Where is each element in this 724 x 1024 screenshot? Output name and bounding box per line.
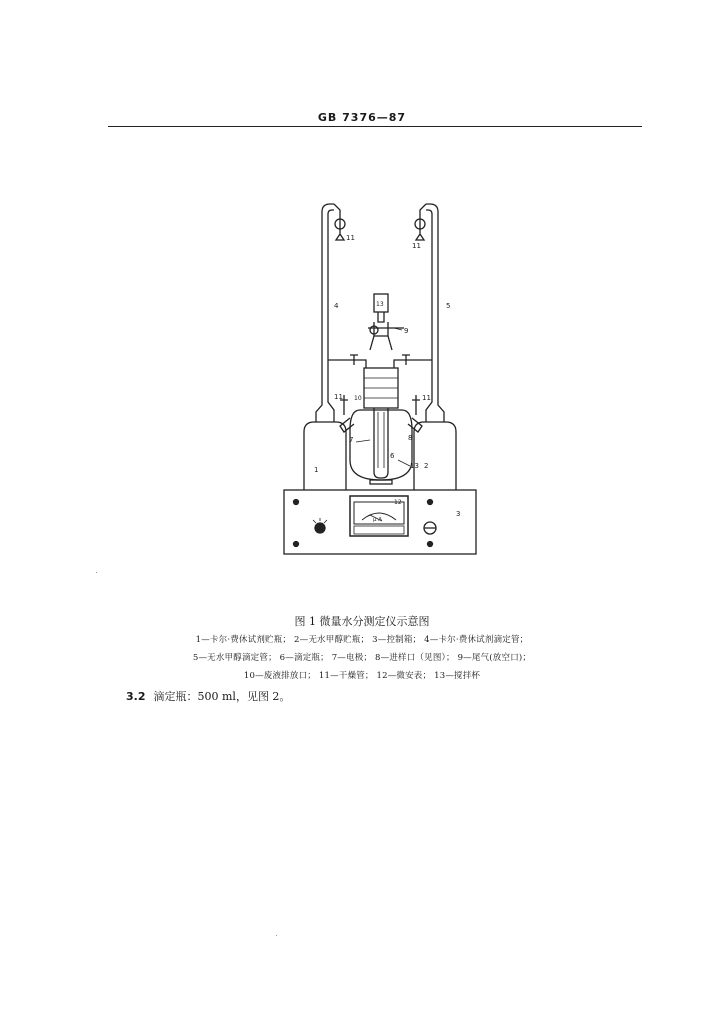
legend-line-2: 5—无水甲醇滴定管； 6—滴定瓶； 7—电极； 8—进样口（见图）； 9—尾气(放空口)； (192, 653, 532, 663)
label-9: 9 (404, 327, 409, 335)
label-5: 5 (446, 302, 451, 310)
label-7: 7 (349, 436, 354, 444)
section-3-2 (126, 688, 290, 704)
label-11a: 11 (346, 234, 355, 242)
apparatus-drawing (270, 190, 490, 560)
label-13-top: 13 (376, 301, 384, 308)
section-number: 3.2 (126, 690, 146, 703)
page-header-title: GB 7376—87 (317, 111, 407, 124)
label-11c: 11 (334, 393, 343, 401)
apparatus-figure (270, 190, 490, 560)
scan-speck (96, 572, 97, 573)
legend-line-3: 10—废液排放口； 11—干燥管； 12—微安表； 13—搅拌杯 (243, 671, 481, 681)
label-2: 2 (424, 462, 429, 470)
label-8: 8 (408, 434, 413, 442)
label-10: 10 (354, 395, 362, 402)
legend-line-1: 1—卡尔·费休试剂贮瓶； 2—无水甲醇贮瓶； 3—控制箱； 4—卡尔·费休试剂滴定管； (195, 635, 529, 645)
meter-unit-text: μ A (373, 517, 383, 523)
label-3: 3 (456, 510, 461, 518)
label-11b: 11 (412, 242, 421, 250)
label-11d: 11 (422, 394, 431, 402)
figure-caption: 图 1 微量水分测定仪示意图 (294, 615, 430, 628)
label-13: 13 (410, 462, 419, 470)
label-4: 4 (334, 302, 339, 310)
scan-speck (276, 935, 277, 936)
header-rule (108, 126, 642, 127)
label-6: 6 (390, 452, 395, 460)
label-12: 12 (394, 499, 402, 506)
label-1: 1 (314, 466, 319, 474)
section-text: 滴定瓶：500 ml，见图 2。 (153, 690, 291, 703)
